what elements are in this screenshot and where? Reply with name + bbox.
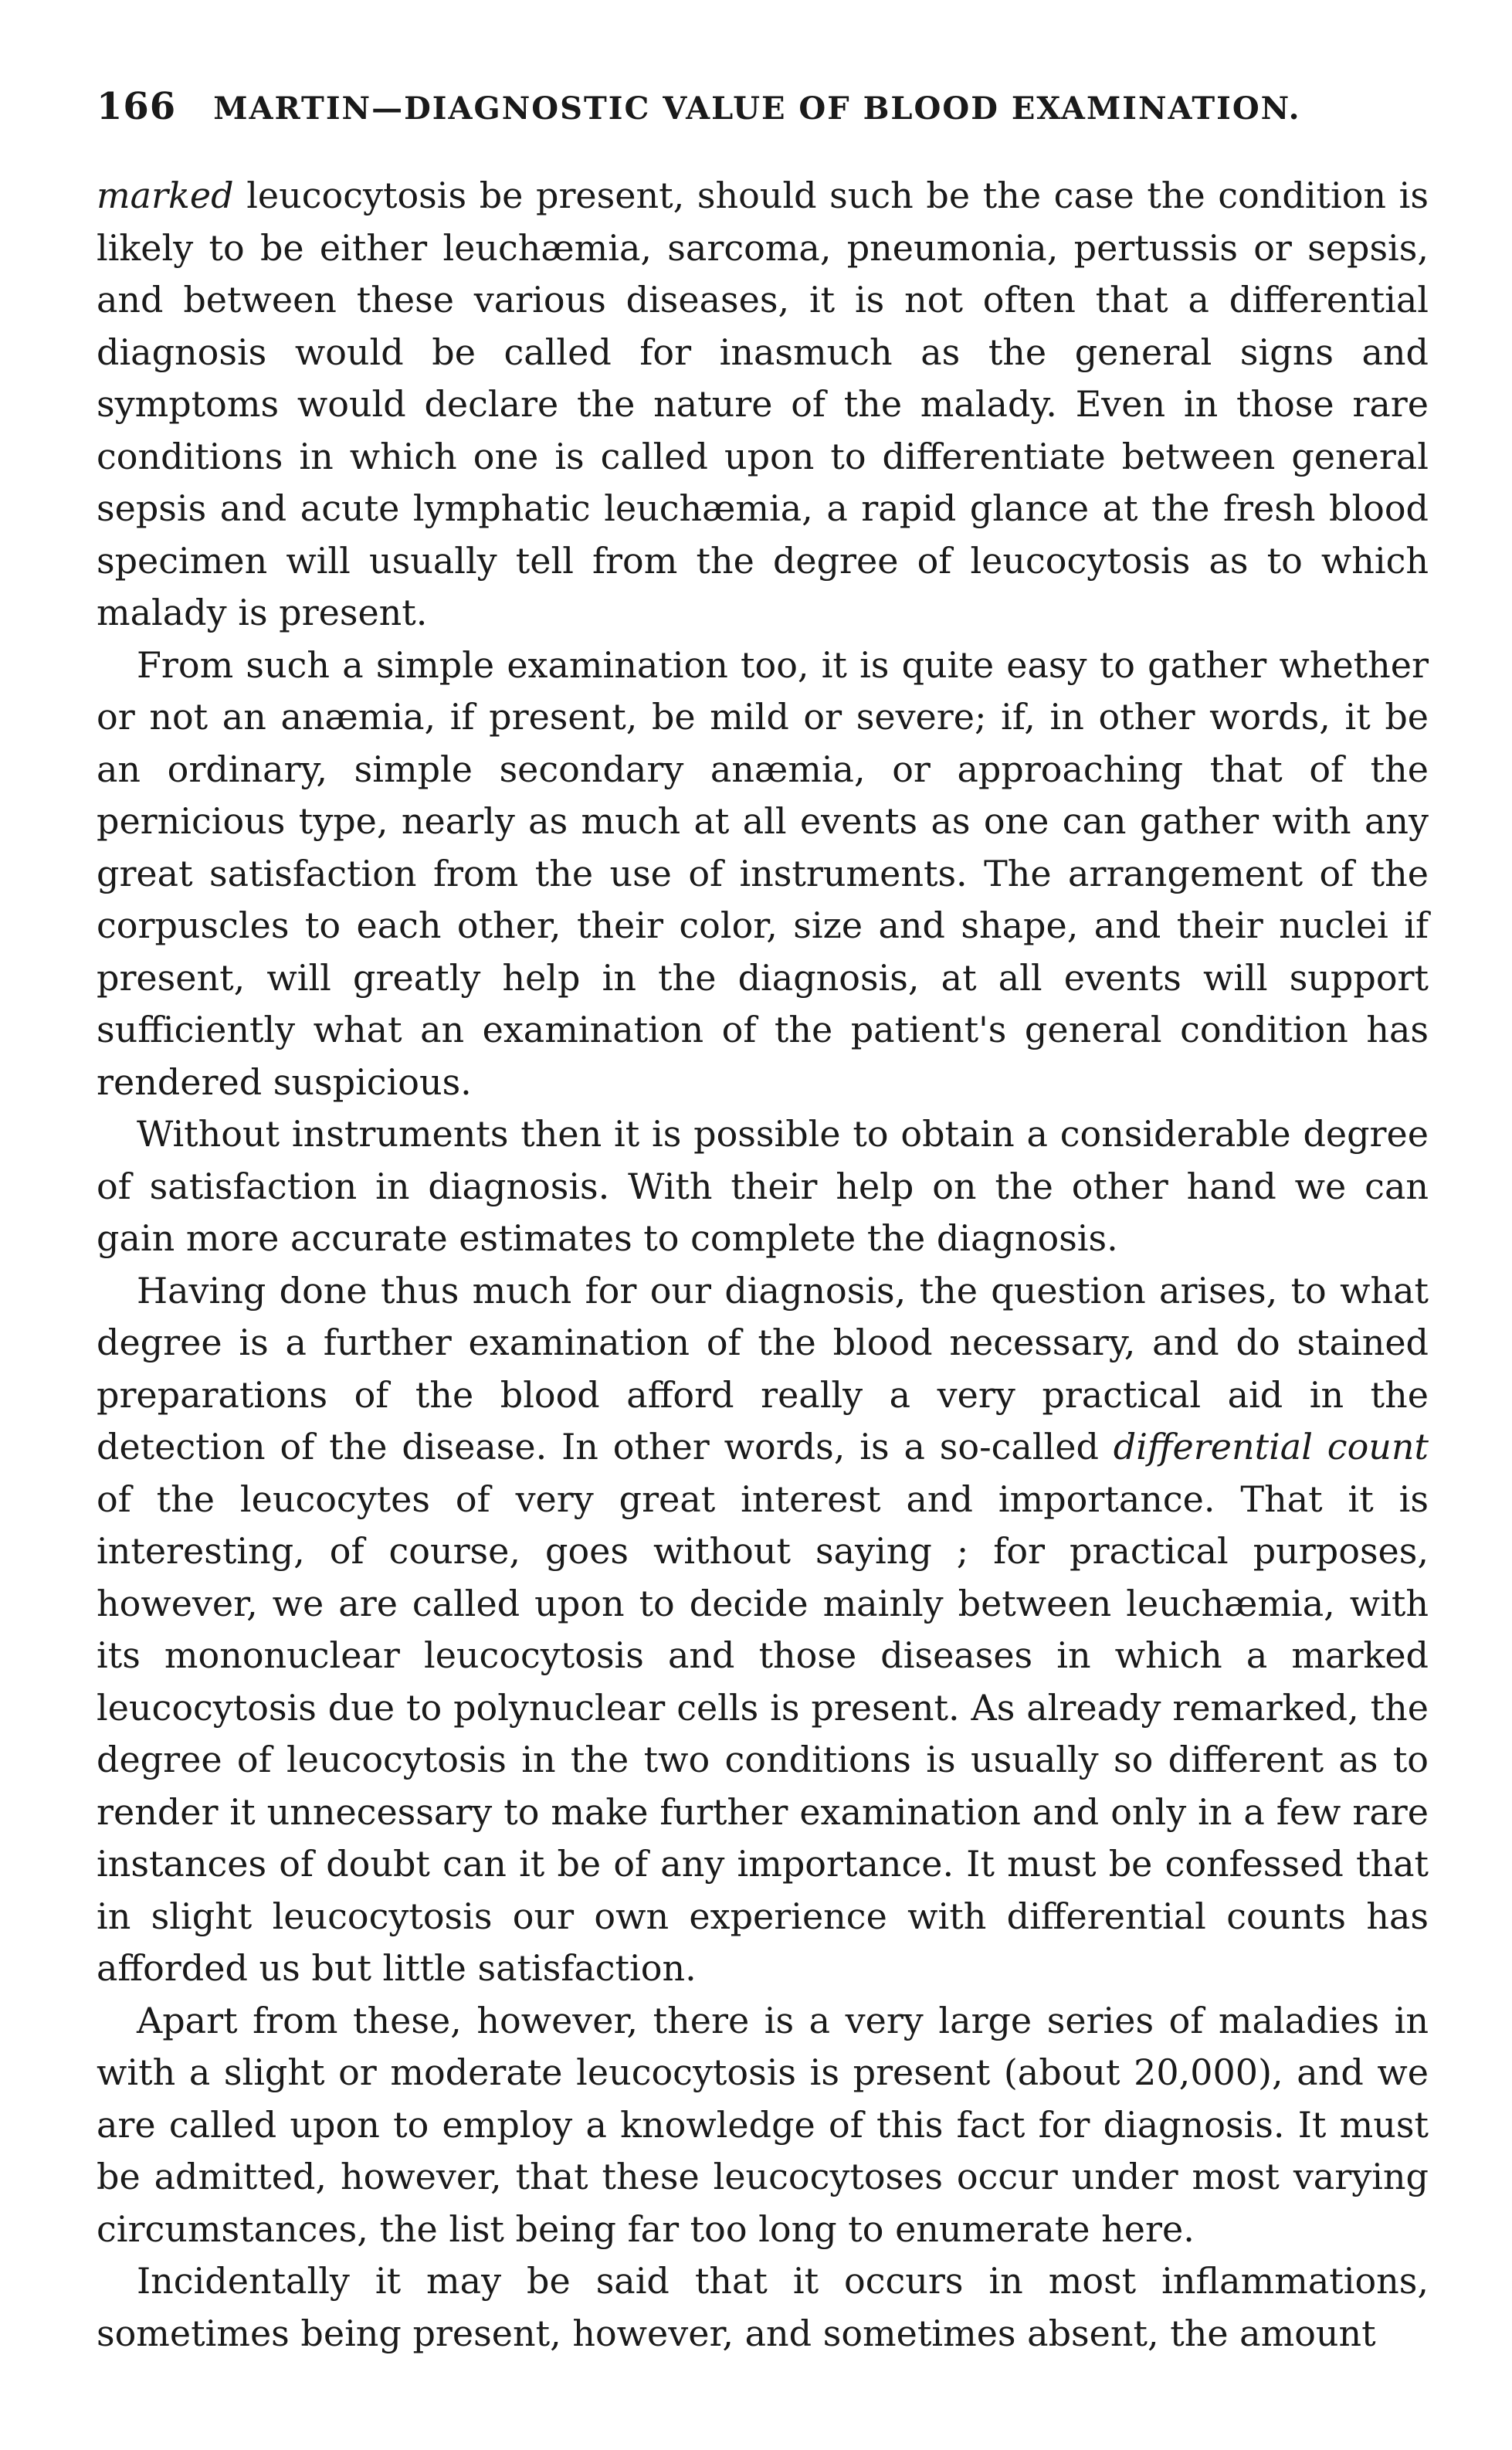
italic-differential-count: differential count bbox=[1113, 1426, 1429, 1468]
italic-marked: marked bbox=[97, 175, 234, 216]
body-text bbox=[97, 170, 1429, 2360]
paragraph-4 bbox=[97, 1265, 1429, 1995]
paragraph-3: Without instruments then it is possible to obtain a considerable degree of satisfaction in diagnosis. With their help on the other hand we can gain more accurate estimates to complete the diagnosis. bbox=[97, 1113, 1429, 1259]
paragraph-4-text-before: Having done thus much for our diagnosis, the question arises, to what degree is a further examination of the blood necessary, and do stained preparations of the blood afford really a very practical aid in the detection of the disease. In other words, is a so-called bbox=[97, 1269, 1429, 1468]
paragraph-5: Apart from these, however, there is a very large series of maladies in with a slight or moderate leucocytosis is present (about 20,000), and we are called upon to employ a knowledge of this fact for diagnosis. It must be admitted, however, that these leucocytoses occur under most varying circumstances, the list being far too long to enumerate here. bbox=[97, 1999, 1429, 2250]
book-page bbox=[97, 85, 1429, 2360]
paragraph-1-text: leucocytosis be present, should such be the case the condition is likely to be either leuchæmia, sarcoma, pneumonia, pertussis or sepsis, and between these various diseases, it is not often that a differential diagnosis would be called for inasmuch as the general signs and symptoms would declare the nature of the malady. Even in those rare conditions in which one is called upon to differentiate between general sepsis and acute lymphatic leuchæmia, a rapid glance at the fresh blood specimen will usually tell from the degree of leucocytosis as to which malady is present. bbox=[97, 175, 1429, 633]
paragraph-2: From such a simple examination too, it is quite easy to gather whether or not an anæmia, if present, be mild or severe; if, in other words, it be an ordinary, simple secondary anæmia, or approaching that of the pernicious type, nearly as much at all events as one can gather with any great satisfaction from the use of instruments. The arrangement of the corpuscles to each other, their color, size and shape, and their nuclei if present, will greatly help in the diagnosis, at all events will support sufficiently what an examination of the patient's general condition has rendered suspicious. bbox=[97, 643, 1429, 1103]
paragraph-1 bbox=[97, 170, 1429, 640]
page-header bbox=[97, 85, 1429, 170]
page-number: 166 bbox=[97, 85, 177, 128]
paragraph-6: Incidentally it may be said that it occurs in most inflammations, sometimes being present, however, and sometimes absent, the amount bbox=[97, 2260, 1429, 2354]
paragraph-4-text-after: of the leucocytes of very great interest and importance. That it is interesting, of course, goes without saying ; for practical purposes, however, we are called upon to decide mainly between leuchæmia, with its mononuclear leucocytosis and those diseases in which a marked leucocytosis due to polynuclear cells is present. As already remarked, the degree of leucocytosis in the two conditions is usually so different as to render it unnecessary to make further examination and only in a few rare instances of doubt can it be of any importance. It must be confessed that in slight leucocytosis our own experience with differential counts has afforded us but little satisfaction. bbox=[97, 1478, 1429, 1989]
running-head: MARTIN—DIAGNOSTIC VALUE OF BLOOD EXAMINATION. bbox=[213, 90, 1301, 127]
